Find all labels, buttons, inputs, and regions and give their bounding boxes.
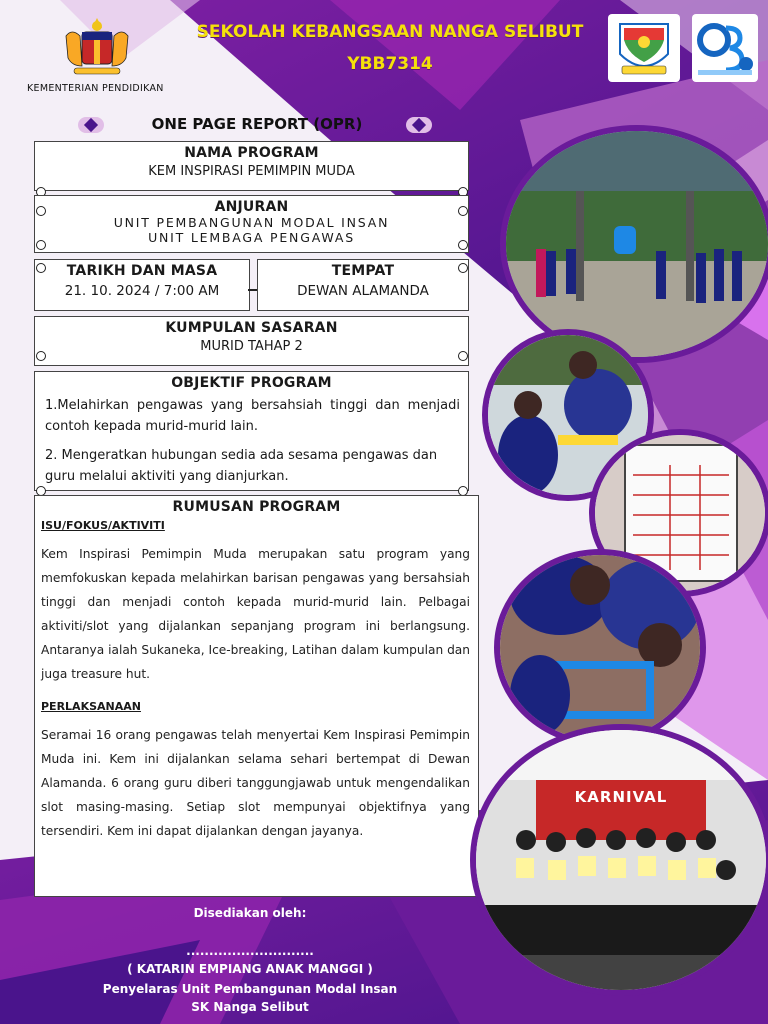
photo-group-certificates: [470, 724, 768, 996]
target-card: [34, 316, 469, 366]
implementation-text: Seramai 16 orang pengawas telah menyertai Kem Inspirasi Pemimpin Muda ini. Kem ini dijalankan selama sehari bertempat di Dewan Alamanda. 6 orang guru diberi tanggungjawab untuk mengendalikan slot masing-masing. Setiap slot mempunyai objektifnya yang tersendiri. Kem ini dapat dijalankan dengan jayanya.: [41, 728, 470, 838]
target-heading: KUMPULAN SASARAN: [165, 320, 338, 336]
organizer-line-1: UNIT PEMBANGUNAN MODAL INSAN: [113, 215, 390, 230]
photo-teamwork: [494, 549, 706, 746]
objective-item-1: 1.Melahirkan pengawas yang bersahsiah tinggi dan menjadi contoh kepada murid-murid lain.: [45, 398, 460, 434]
pin-icon: [458, 351, 468, 361]
program-name-card: [34, 141, 469, 191]
program-name-heading: NAMA PROGRAM: [184, 145, 319, 161]
summary-heading: RUMUSAN PROGRAM: [172, 499, 341, 515]
outdoor-assembly-image: [506, 131, 768, 357]
pmi-emblem-icon: [692, 14, 758, 82]
organizer-heading: ANJURAN: [214, 199, 289, 215]
venue-value: DEWAN ALAMANDA: [297, 283, 429, 299]
pin-icon: [458, 206, 468, 216]
ministry-logo: [52, 14, 142, 80]
pin-icon: [36, 351, 46, 361]
date-value: 21. 10. 2024 / 7:00 AM: [64, 283, 220, 299]
prepared-by-label: Disediakan oleh:: [193, 906, 307, 920]
date-heading: TARIKH DAN MASA: [66, 263, 218, 279]
preparer-school: SK Nanga Selibut: [191, 1000, 309, 1014]
teamwork-image: [500, 555, 700, 740]
organizer-line-2: UNIT LEMBAGA PENGAWAS: [148, 230, 355, 245]
objective-item-2: 2. Mengeratkan hubungan sedia ada sesama pengawas dan guru melalui aktiviti yang dianjurkan.: [45, 448, 438, 484]
program-name-value: KEM INSPIRASI PEMIMPIN MUDA: [148, 164, 355, 179]
focus-heading: ISU/FOKUS/AKTIVITI: [41, 519, 165, 532]
summary-card: [34, 495, 479, 897]
pin-icon: [458, 240, 468, 250]
pmi-logo: [692, 14, 758, 82]
school-logo: [608, 14, 680, 82]
title-ornament-right: [406, 117, 432, 133]
organizer-card: [34, 195, 469, 253]
pin-icon: [36, 206, 46, 216]
school-code: YBB7314: [347, 54, 433, 74]
coat-of-arms-icon: [52, 14, 142, 80]
pin-icon: [36, 240, 46, 250]
diamond-icon: [412, 118, 426, 132]
pin-icon: [458, 263, 468, 273]
diamond-icon: [84, 118, 98, 132]
school-crest-icon: [608, 14, 680, 82]
title-ornament-left: [78, 117, 104, 133]
preparer-position: Penyelaras Unit Pembangunan Modal Insan: [102, 982, 398, 996]
karnival-banner: KARNIVAL: [574, 788, 668, 806]
date-card: [34, 259, 250, 311]
objectives-heading: OBJEKTIF PROGRAM: [171, 375, 332, 391]
group-photo-image: [476, 730, 766, 990]
signature-line: ............................: [186, 944, 314, 958]
pin-icon: [36, 263, 46, 273]
ministry-label: KEMENTERIAN PENDIDIKAN: [27, 83, 164, 94]
school-name: SEKOLAH KEBANGSAAN NANGA SELIBUT: [196, 22, 584, 42]
venue-card: [257, 259, 469, 311]
preparer-name: ( KATARIN EMPIANG ANAK MANGGI ): [127, 962, 373, 976]
implementation-heading: PERLAKSANAAN: [41, 700, 141, 713]
venue-heading: TEMPAT: [331, 263, 395, 279]
target-value: MURID TAHAP 2: [200, 339, 303, 354]
photo-outdoor: [500, 125, 768, 363]
report-title: ONE PAGE REPORT (OPR): [151, 115, 363, 133]
focus-text: Kem Inspirasi Pemimpin Muda merupakan satu program yang memfokuskan kepada melahirkan barisan pengawas yang bersahsiah tinggi dan menjadi contoh kepada murid-murid lain. Pelbagai aktiviti/slot yang dijalankan sepanjang program ini berlangsung. Antaranya ialah Sukaneka, Ice-breaking, Latihan dalam kumpulan dan juga treasure hut.: [41, 547, 470, 681]
objectives-card: [34, 371, 469, 491]
